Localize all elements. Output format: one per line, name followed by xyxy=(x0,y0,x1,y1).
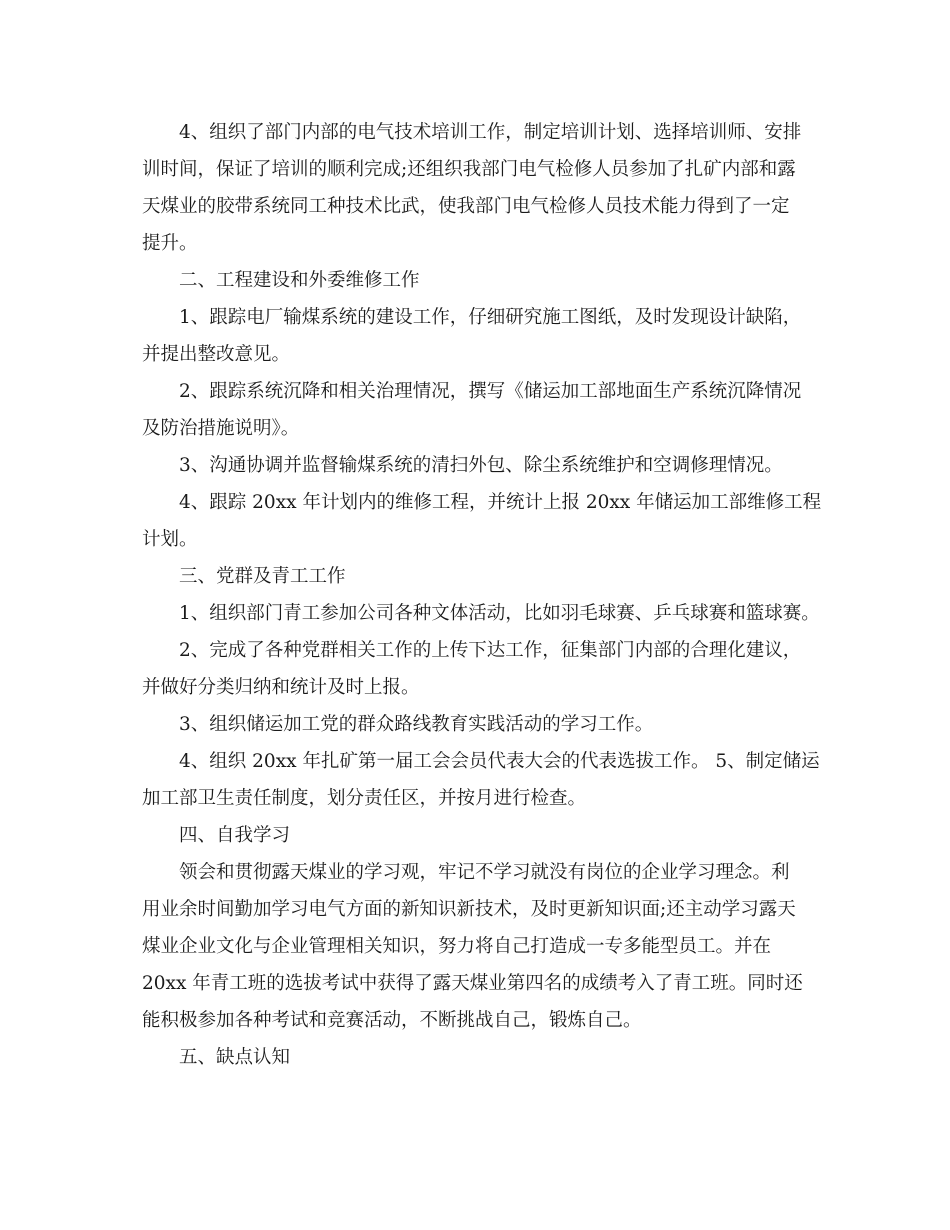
text-line: 四、自我学习 xyxy=(179,825,291,846)
text-line: 用业余时间勤加学习电气方面的新知识新技术，及时更新知识面;还主动学习露天 xyxy=(142,899,796,920)
text-line: 天煤业的胶带系统同工种技术比武，使我部门电气检修人员技术能力得到了一定 xyxy=(142,196,790,217)
document-paragraph xyxy=(142,743,818,817)
document-paragraph xyxy=(142,595,818,632)
text-line: 五、缺点认知 xyxy=(179,1047,291,1068)
text-line: 20xx 年青工班的选拔考试中获得了露天煤业第四名的成绩考入了青工班。同时还 xyxy=(142,973,803,994)
text-line: 1、组织部门青工参加公司各种文体活动，比如羽毛球赛、乒乓球赛和篮球赛。 xyxy=(179,603,820,624)
text-line: 计划。 xyxy=(142,529,198,550)
text-line: 3、组织储运加工党的群众路线教育实践活动的学习工作。 xyxy=(179,714,654,735)
text-line: 2、完成了各种党群相关工作的上传下达工作，征集部门内部的合理化建议， xyxy=(179,640,802,661)
text-line: 4、组织了部门内部的电气技术培训工作，制定培训计划、选择培训师、安排 xyxy=(179,122,802,143)
text-line: 三、党群及青工工作 xyxy=(179,566,346,587)
text-line: 领会和贯彻露天煤业的学习观，牢记不学习就没有岗位的企业学习理念。利 xyxy=(179,862,790,883)
text-line: 加工部卫生责任制度，划分责任区，并按月进行检查。 xyxy=(142,788,587,809)
text-line: 训时间，保证了培训的顺利完成;还组织我部门电气检修人员参加了扎矿内部和露 xyxy=(142,159,796,180)
document-paragraph xyxy=(142,817,818,854)
document-paragraph xyxy=(142,706,818,743)
text-line: 煤业企业文化与企业管理相关知识，努力将自己打造成一专多能型员工。并在 xyxy=(142,936,772,957)
document-paragraph xyxy=(142,447,818,484)
document-paragraph xyxy=(142,854,818,1039)
text-line: 1、跟踪电厂输煤系统的建设工作，仔细研究施工图纸，及时发现设计缺陷， xyxy=(179,307,802,328)
text-line: 并提出整改意见。 xyxy=(142,344,291,365)
document-paragraph xyxy=(142,114,818,262)
text-line: 2、跟踪系统沉降和相关治理情况，撰写《储运加工部地面生产系统沉降情况 xyxy=(179,381,802,402)
document-body xyxy=(142,114,822,1076)
document-paragraph xyxy=(142,558,818,595)
text-line: 3、沟通协调并监督输煤系统的清扫外包、除尘系统维护和空调修理情况。 xyxy=(179,455,783,476)
document-paragraph xyxy=(142,1039,818,1076)
document-paragraph xyxy=(142,632,818,706)
document-paragraph xyxy=(142,299,818,373)
text-line: 及防治措施说明》。 xyxy=(142,418,300,439)
text-line: 并做好分类归纳和统计及时上报。 xyxy=(142,677,420,698)
text-line: 4、组织 20xx 年扎矿第一届工会会员代表大会的代表选拔工作。 5、制定储运 xyxy=(179,751,820,772)
text-line: 提升。 xyxy=(142,233,198,254)
text-line: 4、跟踪 20xx 年计划内的维修工程，并统计上报 20xx 年储运加工部维修工程 xyxy=(179,492,822,513)
document-paragraph xyxy=(142,373,818,447)
text-line: 能积极参加各种考试和竞赛活动，不断挑战自己，锻炼自己。 xyxy=(142,1010,642,1031)
document-paragraph xyxy=(142,484,822,558)
text-line: 二、工程建设和外委维修工作 xyxy=(179,270,420,291)
document-paragraph xyxy=(142,262,818,299)
